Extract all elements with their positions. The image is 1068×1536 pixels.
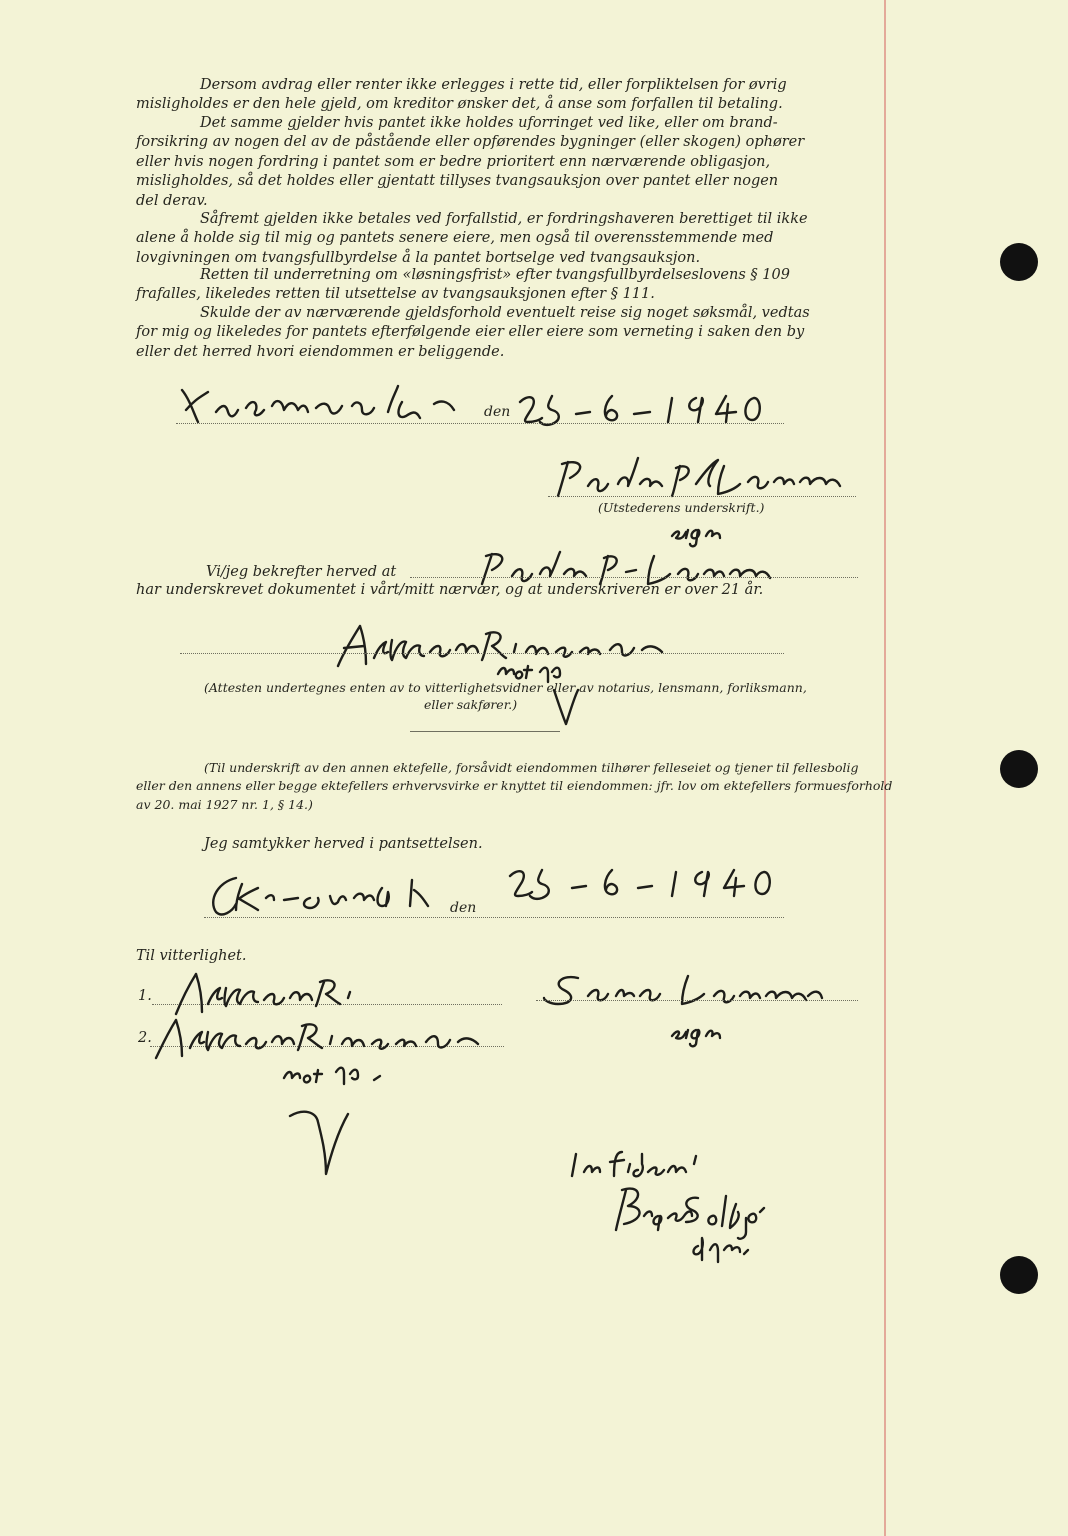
terms-line: eller det herred hvori eiendommen er beliggende.: [136, 343, 505, 360]
attestation-notpub-note: [494, 656, 564, 682]
terms-paragraph-default: [136, 76, 860, 115]
terms-line: Såfremt gjelden ikke betales ved forfallstid, er fordringshaveren berettiget til ikke: [200, 211, 808, 227]
witness-heading: Til vitterlighet.: [136, 948, 247, 964]
spouse-note-3: av 20. mai 1927 nr. 1, § 14.): [136, 797, 313, 812]
spouse-place-handwriting: [206, 870, 446, 920]
attestation-caption-1: (Attesten undertegnes enten av to vitterlighetsvidner eller av notarius, lensmann, forliksmann,: [204, 680, 807, 695]
spouse-signature-line: [536, 1000, 858, 1001]
spouse-sign-note: [668, 1016, 726, 1046]
issuer-date-line: [176, 423, 784, 424]
terms-line: eller hvis nogen fordring i pantet som er bedre prioritert enn nærværende obligasjon,: [136, 153, 771, 170]
terms-paragraph-maintenance: [136, 114, 860, 211]
issuer-place-handwriting: [176, 382, 486, 428]
margin-rule: [884, 0, 886, 1536]
witness-2-label: 2.: [138, 1030, 152, 1046]
issuer-signature-handwriting: [548, 456, 858, 500]
terms-line: alene å holde sig til mig og pantets senere eiere, men også til overensstemmende med: [136, 230, 774, 247]
issuer-date-handwriting: [514, 388, 784, 428]
in-fidem-handwriting: [566, 1146, 806, 1262]
attested-name-line: [410, 577, 858, 578]
terms-line: Dersom avdrag eller renter ikke erlegges i rette tid, eller forpliktelsen for øvrig: [200, 77, 787, 93]
terms-line: frafalles, likeledes retten til utsettelse av tvangsauksjonen efter § 111.: [136, 286, 655, 303]
terms-paragraph-notice: [136, 266, 860, 305]
punch-hole-top: [1000, 243, 1038, 281]
terms-line: lovgivningen om tvangsfullbyrdelse å la pantet bortselge ved tvangsauksjon.: [136, 249, 701, 266]
terms-line: misligholdes, så det holdes eller gjentatt tillyses tvangsauksjon over pantet eller nogen: [136, 173, 779, 190]
witness-1-handwriting: [168, 968, 378, 1018]
punch-hole-bottom: [1000, 1256, 1038, 1294]
attestation-prefix: Vi/jeg bekrefter herved at: [206, 564, 397, 580]
attestation-caption-2: eller sakfører.): [424, 697, 518, 712]
spouse-date-handwriting: [504, 862, 794, 902]
witness-notpub-handwriting: [266, 1060, 406, 1180]
terms-line: misligholdes er den hele gjeld, om kreditor ønsker det, å anse som forfallen til betaling.: [136, 96, 783, 113]
spouse-date-line: [204, 917, 784, 918]
attestation-check-mark: [548, 684, 588, 728]
spouse-note-2: eller den annens eller begge ektefellers erhvervsvirke er knyttet til eiendommen: jfr. lov om ektefellers formuesforhold: [136, 778, 893, 793]
terms-line: for mig og likeledes for pantets efterfølgende eier eller eiere som verneting i saken den by: [136, 324, 805, 341]
terms-line: Skulde der av nærværende gjeldsforhold eventuelt reise sig noget søksmål, vedtas: [200, 305, 810, 321]
attestation-statement: har underskrevet dokumentet i vårt/mitt nærvær, og at underskriveren er over 21 år.: [136, 582, 764, 598]
terms-line: forsikring av nogen del av de påstående eller opførendes bygninger (eller skogen) ophører: [136, 134, 805, 151]
terms-paragraph-enforcement: [136, 210, 860, 268]
witness-2-handwriting: [146, 1014, 506, 1062]
attestation-divider: [410, 731, 560, 732]
spouse-consent: Jeg samtykker herved i pantsettelsen.: [204, 836, 483, 852]
spouse-note-1: (Til underskrift av den annen ektefelle, forsåvidt eiendommen tilhører felleseiet og tjener til fellesbolig: [204, 760, 859, 775]
issuer-signature-caption: (Utstederens underskrift.): [598, 500, 765, 515]
punch-hole-middle: [1000, 750, 1038, 788]
issuer-signature-line: [548, 496, 856, 497]
terms-line: del derav.: [136, 192, 208, 209]
spouse-den-label: den: [450, 900, 477, 916]
terms-line: Det samme gjelder hvis pantet ikke holdes uforringet ved like, eller om brand-: [200, 115, 778, 131]
issuer-sign-note: [668, 516, 726, 546]
terms-line: Retten til underretning om «løsningsfrist» efter tvangsfullbyrdelseslovens § 109: [200, 267, 790, 283]
witness-1-label: 1.: [138, 988, 152, 1004]
issuer-den-label: den: [484, 404, 511, 420]
attestation-signature-line: [180, 653, 784, 654]
terms-paragraph-venue: [136, 304, 860, 362]
